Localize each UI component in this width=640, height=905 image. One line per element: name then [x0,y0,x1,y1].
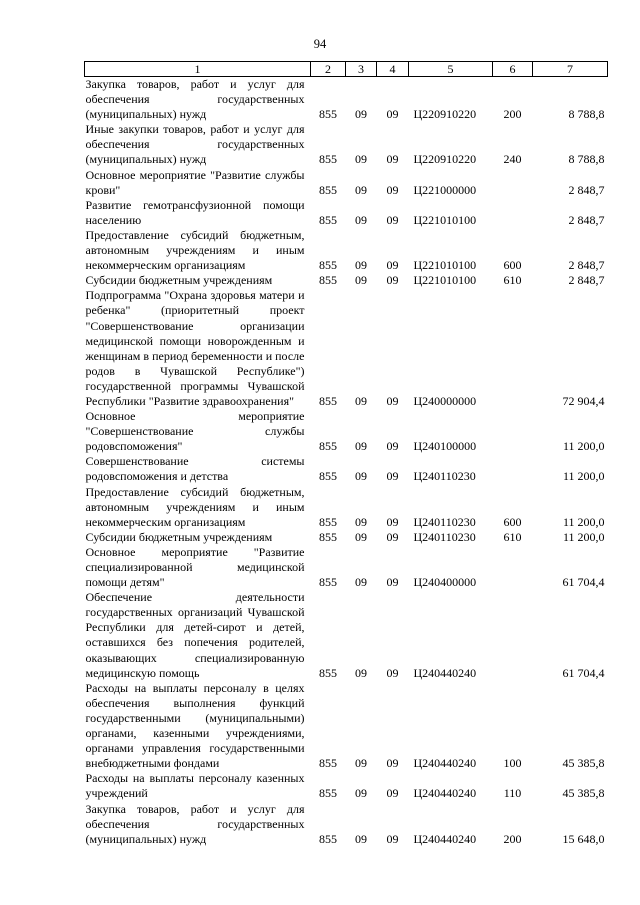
subsection-code: 09 [386,665,399,680]
subsection-code-cell [377,802,409,847]
row-name-cell [85,485,311,530]
target-article: Ц220910220 [413,152,477,167]
section-code-cell [346,530,377,545]
subsection-code: 09 [386,107,399,122]
ministry-code-cell [311,545,346,590]
amount-cell [533,198,608,228]
expense-type-cell [493,273,533,288]
expense-type-cell [493,122,533,167]
section-code: 09 [355,529,367,544]
table-row [85,802,608,847]
amount: 11 200,0 [562,514,605,529]
amount: 45 385,8 [562,786,605,801]
amount: 15 648,0 [562,831,605,846]
row-name-cell [85,168,311,198]
row-name: Обеспечение деятельности государственных организаций Чувашской Республики для детей-сирот и детей, оставшихся без попечения родителей, оказывающих специализированную медицинскую помощь [85,590,305,680]
table-row [85,681,608,772]
expense-type-cell [493,168,533,198]
target-article-cell [409,77,493,123]
target-article: Ц221010100 [413,273,477,288]
amount-cell [533,530,608,545]
expense-type-cell [493,198,533,228]
section-code-cell [346,485,377,530]
amount: 2 848,7 [568,212,605,227]
ministry-code: 855 [319,152,337,167]
target-article-cell [409,802,493,847]
expense-type-cell [493,454,533,484]
target-article: Ц240000000 [413,393,477,408]
ministry-code: 855 [319,182,337,197]
amount-cell [533,771,608,801]
target-article-cell [409,681,493,772]
header-cell: 3 [346,62,377,77]
target-article-cell [409,409,493,454]
subsection-code: 09 [386,212,399,227]
amount: 61 704,4 [562,575,605,590]
section-code-cell [346,681,377,772]
expense-type: 200 [503,831,522,846]
ministry-code: 855 [319,756,337,771]
section-code: 09 [355,514,367,529]
ministry-code: 855 [319,273,337,288]
row-name: Предоставление субсидий бюджетным, автономным учреждениям и иным некоммерческим организациям [85,227,305,273]
section-code: 09 [355,575,367,590]
section-code-cell [346,228,377,273]
section-code-cell [346,288,377,409]
header-cell: 4 [377,62,409,77]
row-name: Расходы на выплаты персоналу казенных учреждений [85,771,305,801]
section-code-cell [346,545,377,590]
section-code: 09 [355,273,367,288]
row-name: Закупка товаров, работ и услуг для обеспечения государственных (муниципальных) нужд [85,801,305,846]
expense-type: 240 [503,152,522,167]
ministry-code-cell [311,228,346,273]
row-name: Иные закупки товаров, работ и услуг для обеспечения государственных (муниципальных) нужд [85,122,305,167]
section-code-cell [346,454,377,484]
table-row [85,454,608,484]
target-article: Ц240400000 [413,575,477,590]
ministry-code: 855 [319,393,337,408]
target-article-cell [409,545,493,590]
header-row [85,62,608,77]
amount-cell [533,168,608,198]
table-row [85,198,608,228]
expense-type: 610 [503,529,522,544]
section-code-cell [346,802,377,847]
row-name: Основное мероприятие "Совершенствование службы родовспоможения" [85,409,305,454]
row-name-cell [85,273,311,288]
subsection-code: 09 [386,469,399,484]
header-cell: 1 [85,62,311,77]
subsection-code-cell [377,198,409,228]
section-code: 09 [355,439,367,454]
amount: 11 200,0 [562,529,605,544]
section-code: 09 [355,258,367,273]
section-code: 09 [355,469,367,484]
ministry-code-cell [311,168,346,198]
ministry-code: 855 [319,107,337,122]
expense-type-cell [493,802,533,847]
amount: 2 848,7 [568,182,605,197]
section-code: 09 [355,107,367,122]
expense-type-cell [493,590,533,681]
subsection-code: 09 [386,439,399,454]
row-name-cell [85,122,311,167]
target-article-cell [409,198,493,228]
target-article: Ц221010100 [413,258,477,273]
table-row [85,590,608,681]
amount: 11 200,0 [562,469,605,484]
header-cell: 7 [533,62,608,77]
table-row [85,409,608,454]
target-article: Ц240100000 [413,439,477,454]
amount: 45 385,8 [562,756,605,771]
amount: 8 788,8 [568,152,605,167]
expense-type: 200 [503,107,522,122]
table-row [85,77,608,123]
target-article-cell [409,454,493,484]
subsection-code: 09 [386,258,399,273]
ministry-code: 855 [319,786,337,801]
ministry-code: 855 [319,258,337,273]
amount: 61 704,4 [562,665,605,680]
ministry-code-cell [311,122,346,167]
subsection-code: 09 [386,273,399,288]
subsection-code-cell [377,530,409,545]
subsection-code: 09 [386,393,399,408]
table-row [85,545,608,590]
row-name: Закупка товаров, работ и услуг для обеспечения государственных (муниципальных) нужд [85,77,305,122]
amount: 2 848,7 [568,258,605,273]
target-article: Ц220910220 [413,107,477,122]
subsection-code: 09 [386,575,399,590]
row-name: Субсидии бюджетным учреждениям [85,529,273,544]
section-code: 09 [355,786,367,801]
amount: 72 904,4 [562,393,605,408]
expense-type: 110 [503,786,522,801]
target-article: Ц240110230 [413,469,476,484]
subsection-code: 09 [386,529,399,544]
section-code-cell [346,590,377,681]
subsection-code-cell [377,77,409,123]
subsection-code-cell [377,485,409,530]
expense-type: 610 [503,273,522,288]
target-article-cell [409,228,493,273]
ministry-code: 855 [319,831,337,846]
ministry-code-cell [311,802,346,847]
expense-type: 600 [503,514,522,529]
row-name: Развитие гемотрансфузионной помощи населению [85,197,305,227]
ministry-code-cell [311,77,346,123]
amount-cell [533,288,608,409]
target-article: Ц240440240 [413,665,477,680]
row-name: Субсидии бюджетным учреждениям [85,273,273,288]
ministry-code-cell [311,485,346,530]
table-row [85,168,608,198]
row-name: Основное мероприятие "Развитие службы крови" [85,167,305,197]
table-row [85,530,608,545]
target-article-cell [409,273,493,288]
section-code: 09 [355,756,367,771]
section-code: 09 [355,212,367,227]
row-name: Совершенствование системы родовспоможения и детства [85,454,305,484]
target-article: Ц240110230 [413,514,476,529]
expense-type-cell [493,485,533,530]
budget-table [84,61,608,847]
table-row [85,771,608,801]
section-code-cell [346,409,377,454]
target-article-cell [409,590,493,681]
ministry-code-cell [311,530,346,545]
subsection-code-cell [377,681,409,772]
ministry-code-cell [311,590,346,681]
ministry-code-cell [311,771,346,801]
amount-cell [533,228,608,273]
subsection-code-cell [377,228,409,273]
amount-cell [533,485,608,530]
ministry-code-cell [311,288,346,409]
row-name-cell [85,228,311,273]
row-name-cell [85,530,311,545]
target-article-cell [409,530,493,545]
subsection-code-cell [377,545,409,590]
subsection-code: 09 [386,152,399,167]
ministry-code-cell [311,409,346,454]
target-article: Ц240440240 [413,756,477,771]
section-code-cell [346,198,377,228]
amount-cell [533,409,608,454]
section-code: 09 [355,152,367,167]
subsection-code-cell [377,590,409,681]
target-article-cell [409,771,493,801]
ministry-code: 855 [319,469,337,484]
table-row [85,228,608,273]
target-article: Ц221000000 [413,182,477,197]
row-name-cell [85,802,311,847]
subsection-code: 09 [386,756,399,771]
amount-cell [533,590,608,681]
section-code: 09 [355,182,367,197]
section-code-cell [346,77,377,123]
ministry-code-cell [311,681,346,772]
row-name-cell [85,590,311,681]
section-code: 09 [355,831,367,846]
page-number: 94 [313,37,327,51]
table-row [85,273,608,288]
expense-type-cell [493,228,533,273]
subsection-code-cell [377,168,409,198]
amount-cell [533,681,608,772]
expense-type-cell [493,545,533,590]
ministry-code: 855 [319,529,337,544]
table-body [85,77,608,847]
ministry-code: 855 [319,665,337,680]
section-code-cell [346,168,377,198]
expense-type: 100 [503,756,522,771]
target-article-cell [409,288,493,409]
target-article-cell [409,122,493,167]
ministry-code: 855 [319,439,337,454]
table-row [85,288,608,409]
target-article-cell [409,168,493,198]
amount: 11 200,0 [562,439,605,454]
subsection-code: 09 [386,514,399,529]
ministry-code: 855 [319,212,337,227]
row-name-cell [85,771,311,801]
header-cell: 5 [409,62,493,77]
row-name: Предоставление субсидий бюджетным, автономным учреждениям и иным некоммерческим организациям [85,484,305,529]
row-name: Основное мероприятие "Развитие специализированной медицинской помощи детям" [85,544,305,590]
section-code: 09 [355,393,367,408]
amount-cell [533,122,608,167]
table-row [85,485,608,530]
table-row [85,122,608,167]
header-cell: 2 [311,62,346,77]
section-code-cell [346,122,377,167]
expense-type-cell [493,681,533,772]
row-name-cell [85,198,311,228]
section-code-cell [346,273,377,288]
subsection-code-cell [377,273,409,288]
target-article: Ц221010100 [413,212,477,227]
target-article: Ц240440240 [413,831,477,846]
amount-cell [533,545,608,590]
row-name-cell [85,409,311,454]
row-name: Расходы на выплаты персоналу в целях обеспечения выполнения функций государственными (муниципальными) органами, казенными учреждениями, органами управления государственными внебюджетными фондами [85,680,305,771]
expense-type-cell [493,530,533,545]
subsection-code-cell [377,122,409,167]
subsection-code: 09 [386,831,399,846]
amount-cell [533,273,608,288]
target-article: Ц240110230 [413,529,476,544]
row-name-cell [85,77,311,123]
amount: 8 788,8 [568,107,605,122]
expense-type-cell [493,288,533,409]
ministry-code-cell [311,454,346,484]
row-name: Подпрограмма "Охрана здоровья матери и ребенка" (приоритетный проект "Совершенствование организации медицинской помощи новорожденным и женщинам в период беременности и после родов в Чувашской Республике") государственной программы Чувашской Республики "Развитие здравоохранения" [85,288,305,408]
ministry-code: 855 [319,514,337,529]
subsection-code: 09 [386,182,399,197]
amount-cell [533,77,608,123]
ministry-code-cell [311,198,346,228]
subsection-code: 09 [386,786,399,801]
target-article: Ц240440240 [413,786,477,801]
subsection-code-cell [377,771,409,801]
amount-cell [533,802,608,847]
subsection-code-cell [377,288,409,409]
expense-type: 600 [503,258,522,273]
ministry-code: 855 [319,575,337,590]
target-article-cell [409,485,493,530]
row-name-cell [85,454,311,484]
expense-type-cell [493,77,533,123]
subsection-code-cell [377,454,409,484]
row-name-cell [85,545,311,590]
section-code: 09 [355,665,367,680]
expense-type-cell [493,409,533,454]
amount: 2 848,7 [568,273,605,288]
expense-type-cell [493,771,533,801]
subsection-code-cell [377,409,409,454]
ministry-code-cell [311,273,346,288]
header-cell: 6 [493,62,533,77]
section-code-cell [346,771,377,801]
row-name-cell [85,681,311,772]
amount-cell [533,454,608,484]
row-name-cell [85,288,311,409]
